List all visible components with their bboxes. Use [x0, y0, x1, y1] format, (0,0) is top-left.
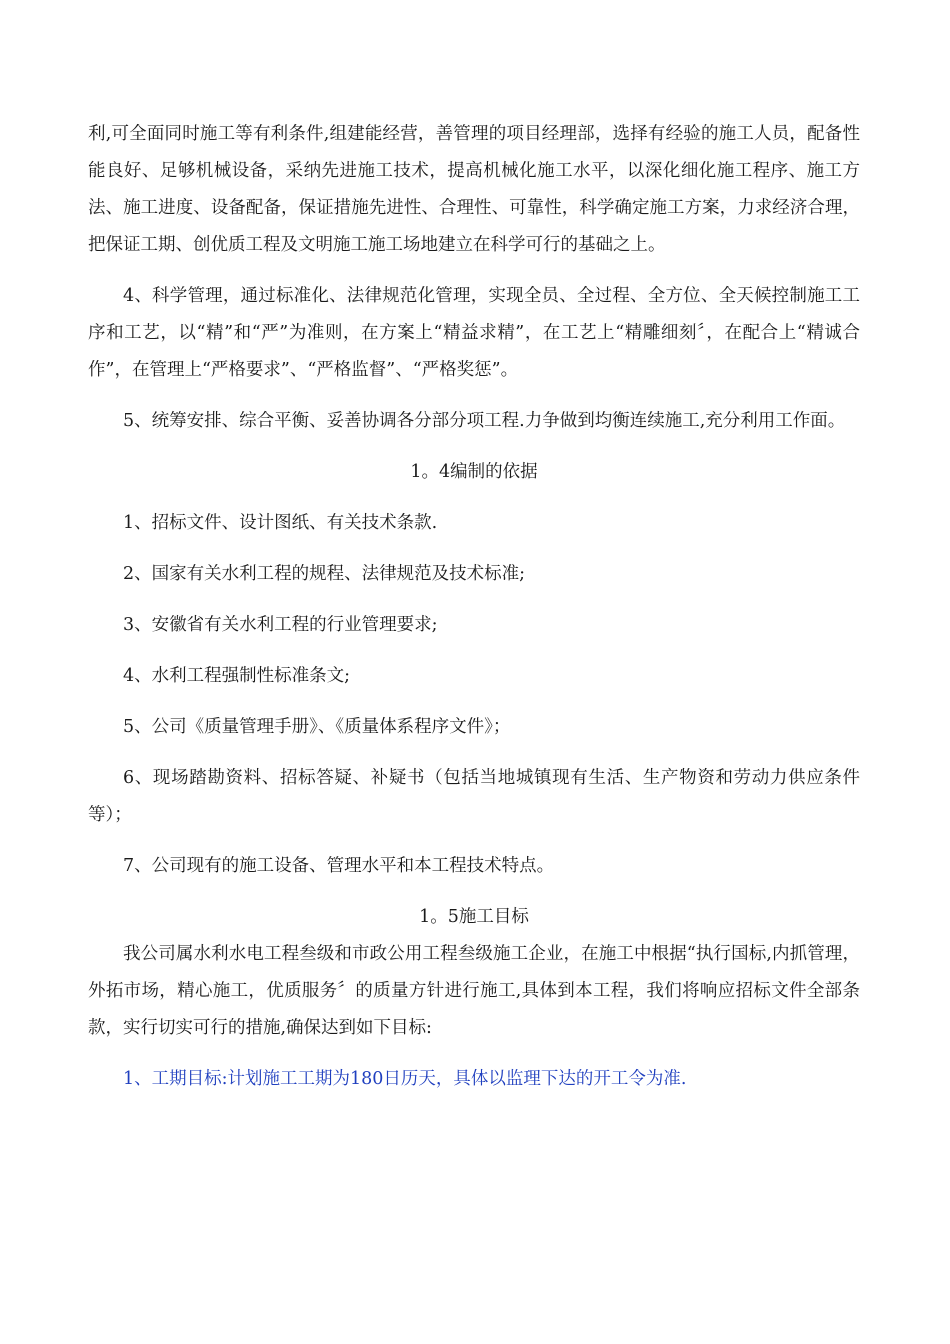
basis-item-5: 5、公司《质量管理手册》、《质量体系程序文件》； [123, 717, 511, 737]
section-heading-1-5: 1。5施工目标 [419, 907, 529, 927]
basis-item-1: 1、招标文件、设计图纸、有关技术条款. [123, 513, 438, 533]
basis-item-2: 2、国家有关水利工程的规程、法律规范及技术标准; [123, 564, 526, 584]
basis-item-6: 6、现场踏勘资料、招标答疑、补疑书（包括当地城镇现有生活、生产物资和劳动力供应条件等）； [88, 768, 860, 825]
section-heading-1-4: 1。4编制的依据 [410, 462, 538, 482]
basis-item-4: 4、水利工程强制性标准条文; [123, 666, 351, 686]
paragraph-item-4: 4、科学管理，通过标准化、法律规范化管理，实现全员、全过程、全方位、全天候控制施工工序和工艺，以“精”和“严”为准则，在方案上“精益求精”，在工艺上“精雕细刻〞，在配合上“精诚合作”，在管理上“严格要求”、“严格监督”、“严格奖惩”。 [88, 286, 860, 380]
basis-item-7: 7、公司现有的施工设备、管理水平和本工程技术特点。 [123, 856, 555, 876]
paragraph-continuation: 利,可全面同时施工等有利条件,组建能经营，善管理的项目经理部，选择有经验的施工人员，配备性能良好、足够机械设备，采纳先进施工技术，提高机械化施工水平，以深化细化施工程序、施工方法、施工进度、设备配备，保证措施先进性、合理性、可靠性，科学确定施工方案，力求经济合理，把保证工期、创优质工程及文明施工施工场地建立在科学可行的基础之上。 [88, 124, 860, 255]
goal-item-1: 1、工期目标:计划施工工期为180日历天，具体以监理下达的开工令为准. [123, 1069, 687, 1089]
basis-item-3: 3、安徽省有关水利工程的行业管理要求; [123, 615, 438, 635]
paragraph-item-5: 5、统筹安排、综合平衡、妥善协调各分部分项工程.力争做到均衡连续施工,充分利用工作面。 [123, 411, 846, 431]
goals-intro-paragraph: 我公司属水利水电工程叁级和市政公用工程叁级施工企业，在施工中根据“执行国标,内抓管理，外拓市场，精心施工，优质服务〞的质量方针进行施工,具体到本工程，我们将响应招标文件全部条款，实行切实可行的措施,确保达到如下目标: [88, 944, 860, 1038]
